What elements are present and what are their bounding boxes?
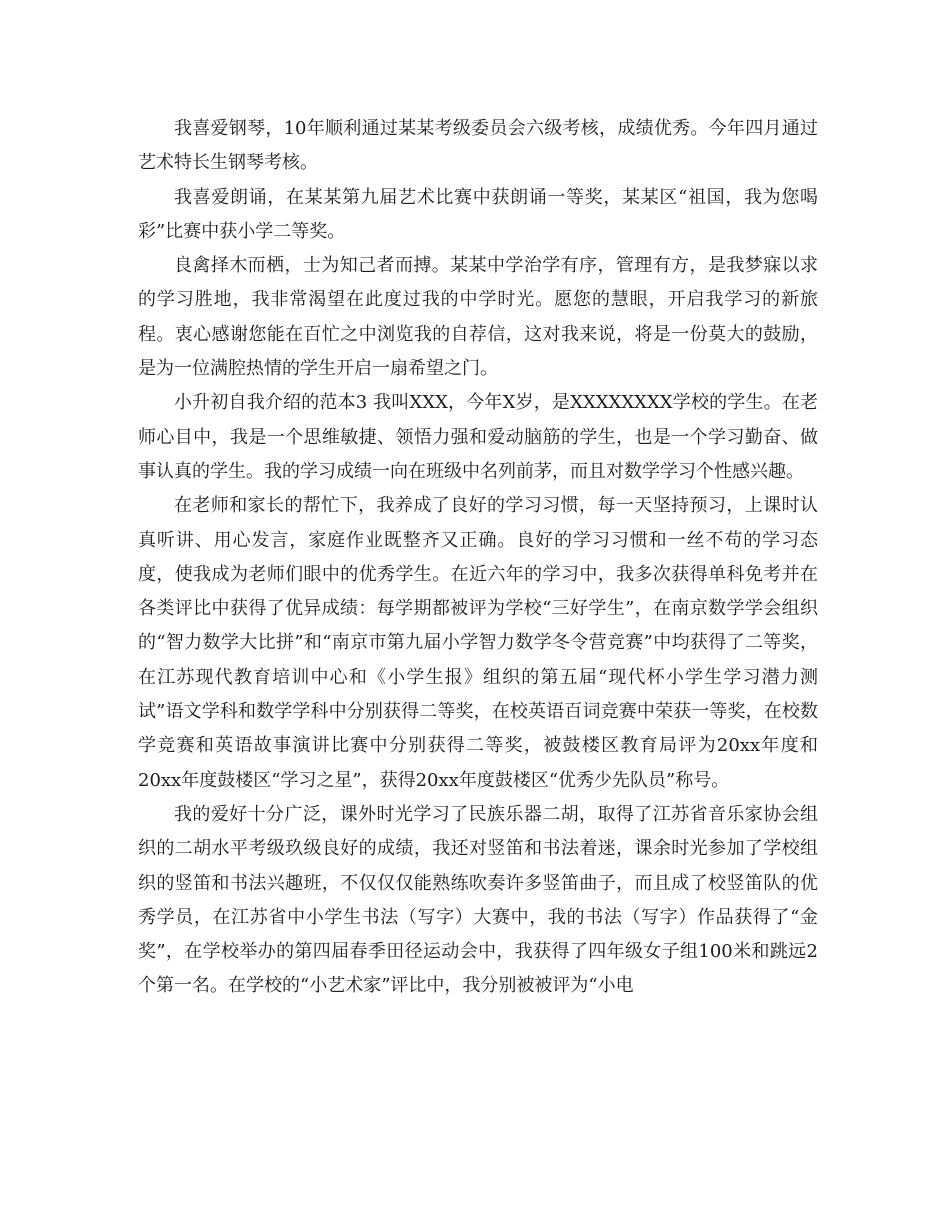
paragraph-study-achievements: 在老师和家长的帮忙下，我养成了良好的学习习惯，每一天坚持预习，上课时认真听讲、用心发言，家庭作业既整齐又正确。良好的学习习惯和一丝不苟的学习态度，使我成为老师们眼中的优秀学生。在近六年的学习中，我多次获得单科免考并在各类评比中获得了优异成绩：每学期都被评为学校“三好学生”，在南京数学学会组织的“智力数学大比拼”和“南京市第九届小学智力数学冬令营竞赛”中均获得了二等奖，在江苏现代教育培训中心和《小学生报》组织的第五届“现代杯小学生学习潜力测试”语文学科和数学学科中分别获得二等奖，在校英语百词竞赛中荣获一等奖，在校数学竞赛和英语故事演讲比赛中分别获得二等奖，被鼓楼区教育局评为20xx年度和20xx年度鼓楼区“学习之星”，获得20xx年度鼓楼区“优秀少先队员”称号。 <box>138 495 818 791</box>
document-body <box>138 112 818 1004</box>
paragraph-example-3-intro: 小升初自我介绍的范本3 我叫XXX，今年X岁，是XXXXXXXX学校的学生。在老师心目中，我是一个思维敏捷、领悟力强和爱动脑筋的学生，也是一个学习勤奋、做事认真的学生。我的学习成绩一向在班级中名列前茅，而且对数学学习个性感兴趣。 <box>138 392 818 482</box>
paragraph-recitation: 我喜爱朗诵，在某某第九届艺术比赛中获朗诵一等奖，某某区“祖国，我为您喝彩”比赛中获小学二等奖。 <box>138 186 818 242</box>
paragraph-piano: 我喜爱钢琴，10年顺利通过某某考级委员会六级考核，成绩优秀。今年四月通过艺术特长生钢琴考核。 <box>138 118 818 174</box>
paragraph-closing: 良禽择木而栖，士为知己者而搏。某某中学治学有序，管理有方，是我梦寐以求的学习胜地，我非常渴望在此度过我的中学时光。愿您的慧眼，开启我学习的新旅程。衷心感谢您能在百忙之中浏览我的自荐信，这对我来说，将是一份莫大的鼓励，是为一位满腔热情的学生开启一扇希望之门。 <box>138 255 818 380</box>
paragraph-hobbies: 我的爱好十分广泛，课外时光学习了民族乐器二胡，取得了江苏省音乐家协会组织的二胡水平考级玖级良好的成绩，我还对竖笛和书法着迷，课余时光参加了学校组织的竖笛和书法兴趣班，不仅仅仅能熟练吹奏许多竖笛曲子，而且成了校竖笛队的优秀学员，在江苏省中小学生书法（写字）大赛中，我的书法（写字）作品获得了“金奖”，在学校举办的第四届春季田径运动会中，我获得了四年级女子组100米和跳远2个第一名。在学校的“小艺术家”评比中，我分别被被评为“小电 <box>138 803 818 997</box>
